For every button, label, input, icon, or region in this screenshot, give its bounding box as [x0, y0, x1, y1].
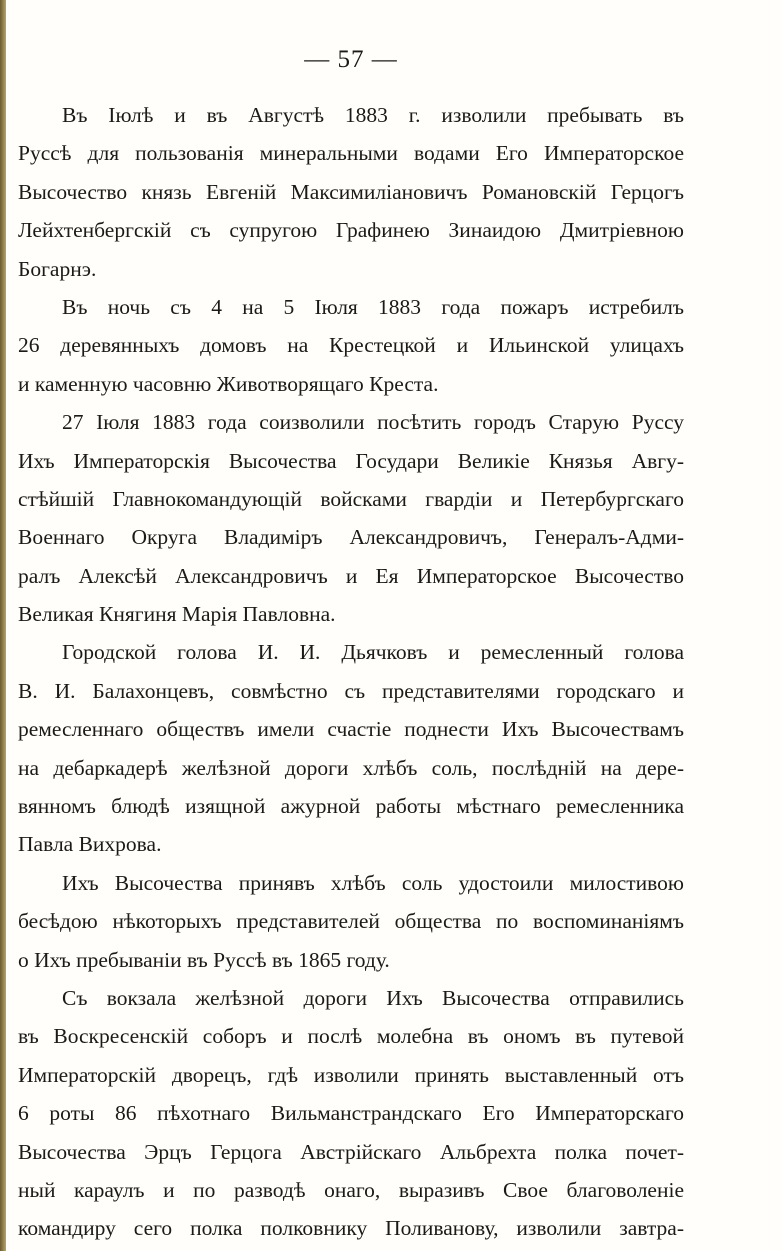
paragraph: [18, 633, 684, 863]
paragraph: [18, 288, 684, 403]
paragraph: [18, 403, 684, 633]
text-line: Городской голова И. И. Дьячковъ и ремесленный голова: [62, 640, 684, 665]
text-line: Императорскій дворецъ, гдѣ изволили принять выставленный отъ: [18, 1062, 684, 1087]
text-line: Павла Вихрова.: [18, 832, 162, 857]
text-line: 27 Іюля 1883 года соизволили посѣтить городъ Старую Руссу: [62, 410, 684, 435]
text-line: на дебаркадерѣ желѣзной дороги хлѣбъ соль, послѣдній на дере-: [18, 755, 684, 780]
text-line: въ Воскресенскій соборъ и послѣ молебна въ ономъ въ путевой: [18, 1024, 684, 1049]
text-line: о Ихъ пребываніи въ Руссѣ въ 1865 году.: [18, 947, 390, 972]
page-number: — 57 —: [304, 46, 398, 73]
book-spine-edge: [0, 0, 6, 1251]
text-line: 26 деревянныхъ домовъ на Крестецкой и Ильинской улицахъ: [18, 333, 684, 358]
text-line: Съ вокзала желѣзной дороги Ихъ Высочества отправились: [62, 985, 684, 1010]
text-line: стѣйшій Главнокомандующій войсками гвардіи и Петербургскаго: [18, 486, 684, 511]
text-line: Въ ночь съ 4 на 5 Іюля 1883 года пожаръ истребилъ: [62, 294, 684, 319]
text-line: Военнаго Округа Владиміръ Александровичъ, Генералъ-Адми-: [18, 525, 684, 550]
paragraph: [18, 96, 684, 288]
paragraph: [18, 979, 684, 1248]
text-line: 6 роты 86 пѣхотнаго Вильманстрандскаго Его Императорскаго: [18, 1101, 684, 1126]
text-line: Лейхтенбергскій съ супругою Графинею Зинаидою Дмитріевною: [18, 218, 684, 243]
text-line: Ихъ Высочества принявъ хлѣбъ соль удостоили милостивою: [62, 870, 684, 895]
text-line: бесѣдою нѣкоторыхъ представителей общества по воспоминаніямъ: [18, 909, 684, 934]
text-line: Ихъ Императорскія Высочества Государи Великіе Князья Авгу-: [18, 448, 684, 473]
text-line: вянномъ блюдѣ изящной ажурной работы мѣстнаго ремесленника: [18, 794, 684, 819]
text-line: и каменную часовню Животворящаго Креста.: [18, 371, 439, 396]
text-line: Въ Іюлѣ и въ Августѣ 1883 г. изволили пребывать въ: [62, 103, 684, 127]
text-line: В. И. Балахонцевъ, совмѣстно съ представителями городскаго и: [18, 678, 684, 703]
text-line: Великая Княгиня Марія Павловна.: [18, 602, 336, 627]
text-line: ремесленнаго обществъ имели счастіе поднести Ихъ Высочествамъ: [18, 717, 684, 742]
text-line: Высочества Эрцъ Герцога Австрійскаго Альбрехта полка почет-: [18, 1139, 684, 1164]
text-line: Высочество князь Евгеній Максимиліановичъ Романовскій Герцогъ: [18, 179, 684, 204]
text-line: Богарнэ.: [18, 256, 97, 281]
text-line: командиру сего полка полковнику Поливанову, изволили завтра-: [18, 1216, 684, 1241]
text-line: Руссѣ для пользованія минеральными водами Его Императорское: [18, 141, 684, 166]
page-body-text: [18, 96, 684, 1248]
text-line: ралъ Алексѣй Александровичъ и Ея Императорское Высочество: [18, 563, 684, 588]
paragraph: [18, 864, 684, 979]
text-line: ный караулъ и по разводѣ онаго, выразивъ Свое благоволеніе: [18, 1177, 684, 1202]
